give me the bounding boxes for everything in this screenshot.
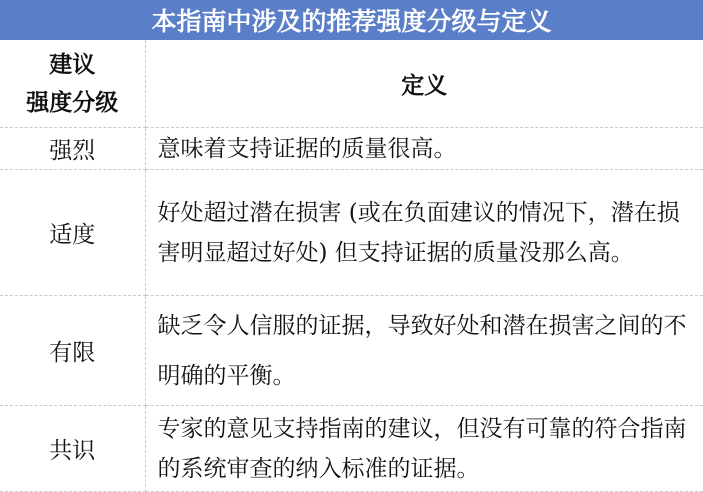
definition-cell: 意味着支持证据的质量很高。	[145, 128, 703, 170]
header-definition: 定义	[145, 40, 703, 128]
definition-cell: 专家的意见支持指南的建议，但没有可靠的符合指南的系统审查的纳入标准的证据。	[145, 406, 703, 492]
header-level-line1: 建议	[49, 51, 96, 78]
table-row	[0, 296, 703, 406]
table-title: 本指南中涉及的推荐强度分级与定义	[0, 0, 703, 40]
level-cell: 强烈	[0, 128, 145, 170]
table-row	[0, 406, 703, 492]
header-level-line2: 强度分级	[26, 89, 119, 116]
definition-cell: 好处超过潜在损害 (或在负面建议的情况下，潜在损害明显超过好处) 但支持证据的质量没那么高。	[145, 170, 703, 296]
definition-cell: 缺乏令人信服的证据，导致好处和潜在损害之间的不明确的平衡。	[145, 296, 703, 406]
table-row	[0, 128, 703, 170]
header-row	[0, 40, 703, 128]
recommendation-table	[0, 40, 703, 492]
header-level	[0, 40, 145, 128]
level-cell: 有限	[0, 296, 145, 406]
table-row	[0, 170, 703, 296]
level-cell: 共识	[0, 406, 145, 492]
level-cell: 适度	[0, 170, 145, 296]
